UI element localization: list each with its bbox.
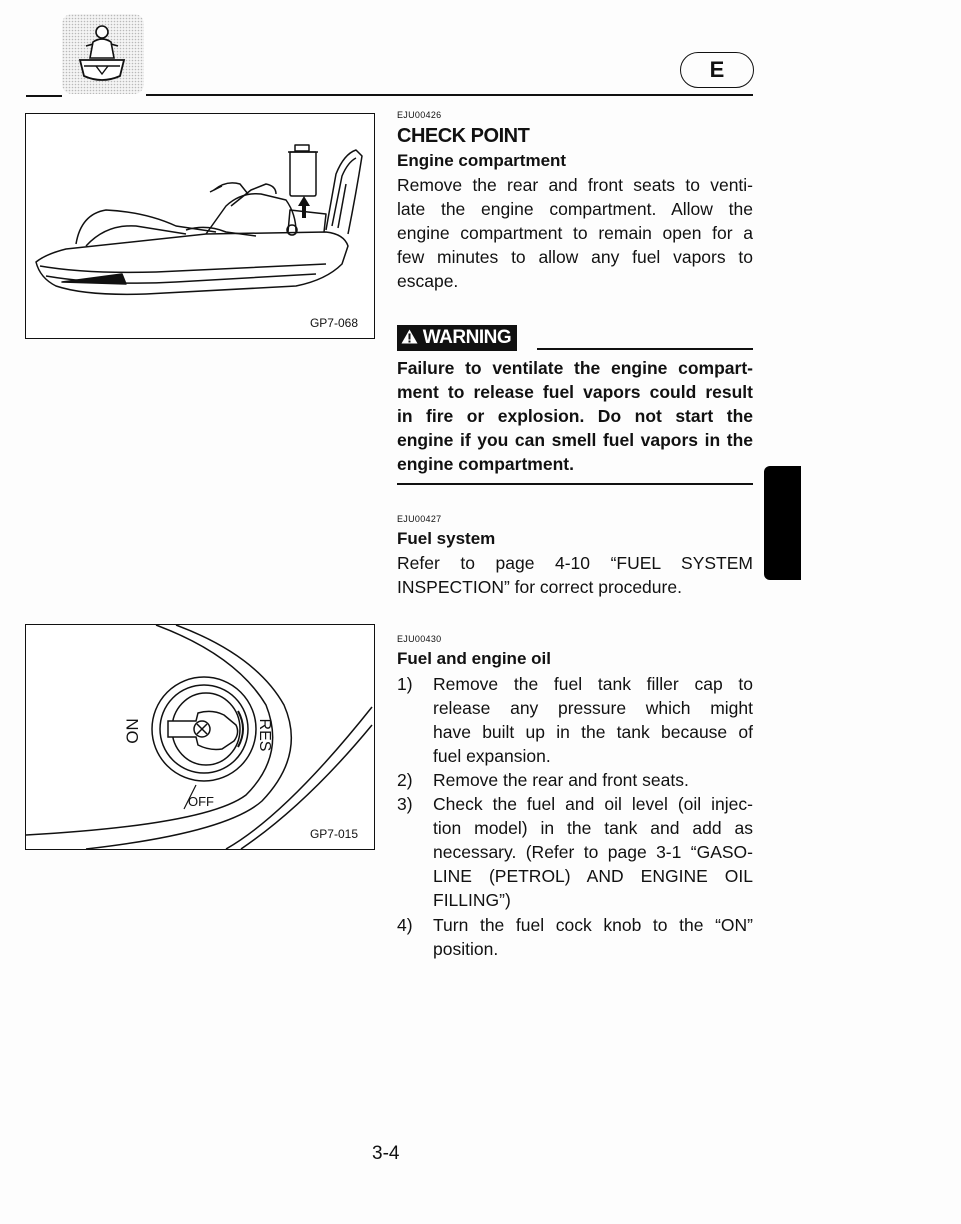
text-line: tion model) in the tank and add as — [433, 818, 753, 838]
page-number: 3-4 — [372, 1143, 400, 1164]
text-line: have built up in the tank because of — [433, 722, 753, 742]
section-title: CHECK POINT — [397, 125, 530, 147]
text-line: Check the fuel and oil level (oil injec- — [433, 794, 753, 814]
text-line: Refer to page 4-10 “FUEL SYSTEM — [397, 553, 753, 573]
section-subtitle: Engine compartment — [397, 151, 567, 170]
list-item — [433, 672, 753, 768]
text-line: few minutes to allow any fuel vapors to — [397, 247, 753, 267]
text-line: position. — [433, 939, 499, 959]
figure-code: GP7-015 — [309, 827, 358, 841]
list-number: 2) — [397, 770, 413, 790]
fuel-cock-drawing — [26, 625, 375, 850]
list-number: 4) — [397, 915, 413, 935]
text-line: engine compartment. — [397, 454, 574, 474]
warning-badge — [397, 325, 517, 351]
list-number: 1) — [397, 674, 413, 694]
text-line: INSPECTION” for correct procedure. — [397, 577, 682, 597]
text-line: Remove the rear and front seats. — [433, 770, 689, 790]
text-line: Remove the rear and front seats to venti- — [397, 175, 753, 195]
text-line: Remove the fuel tank filler cap to — [433, 674, 753, 694]
text-line: release any pressure which might — [433, 698, 753, 718]
list-item — [433, 768, 753, 792]
warning-label: WARNING — [422, 327, 512, 348]
fuel-system-paragraph — [397, 551, 753, 599]
text-line: fuel expansion. — [433, 746, 551, 766]
header-rule-left — [26, 95, 62, 97]
text-line: in fire or explosion. Do not start the — [397, 406, 753, 426]
section-code: EJU00426 — [397, 110, 442, 120]
warning-end-rule — [397, 483, 753, 485]
engine-compartment-paragraph — [397, 173, 753, 293]
header-rule-right — [146, 94, 753, 96]
warning-rule — [537, 348, 753, 350]
section-subtitle: Fuel and engine oil — [397, 649, 551, 668]
chapter-tab-marker — [764, 466, 801, 580]
warning-triangle-icon — [401, 327, 423, 348]
text-line: necessary. (Refer to page 3-1 “GASO- — [433, 842, 753, 862]
fuel-cock-off-label: OFF — [188, 794, 214, 809]
text-line: FILLING”) — [433, 890, 511, 910]
text-line: engine if you can smell fuel vapors in the — [397, 430, 753, 450]
section-code: EJU00430 — [397, 634, 442, 644]
text-line: Turn the fuel cock knob to the “ON” — [433, 915, 753, 935]
text-line: Failure to ventilate the engine compart- — [397, 358, 753, 378]
figure-engine-compartment — [25, 113, 375, 339]
text-line: engine compartment to remain open for a — [397, 223, 753, 243]
text-line: LINE (PETROL) AND ENGINE OIL — [433, 866, 753, 886]
watercraft-drawing — [26, 114, 375, 339]
list-number: 3) — [397, 794, 413, 814]
section-code: EJU00427 — [397, 514, 442, 524]
language-badge: E — [680, 52, 754, 88]
warning-paragraph — [397, 356, 753, 476]
section-subtitle: Fuel system — [397, 529, 496, 548]
figure-fuel-cock — [25, 624, 375, 850]
list-item — [433, 792, 753, 912]
fuel-cock-res-label: RES — [256, 718, 273, 752]
text-line: ment to release fuel vapors could result — [397, 382, 753, 402]
list-item — [433, 913, 753, 961]
text-line: escape. — [397, 271, 459, 291]
fuel-cock-on-label: ON — [123, 718, 142, 744]
figure-code: GP7-068 — [309, 316, 358, 330]
watercraft-rider-icon — [62, 14, 144, 94]
text-line: late the engine compartment. Allow the — [397, 199, 753, 219]
